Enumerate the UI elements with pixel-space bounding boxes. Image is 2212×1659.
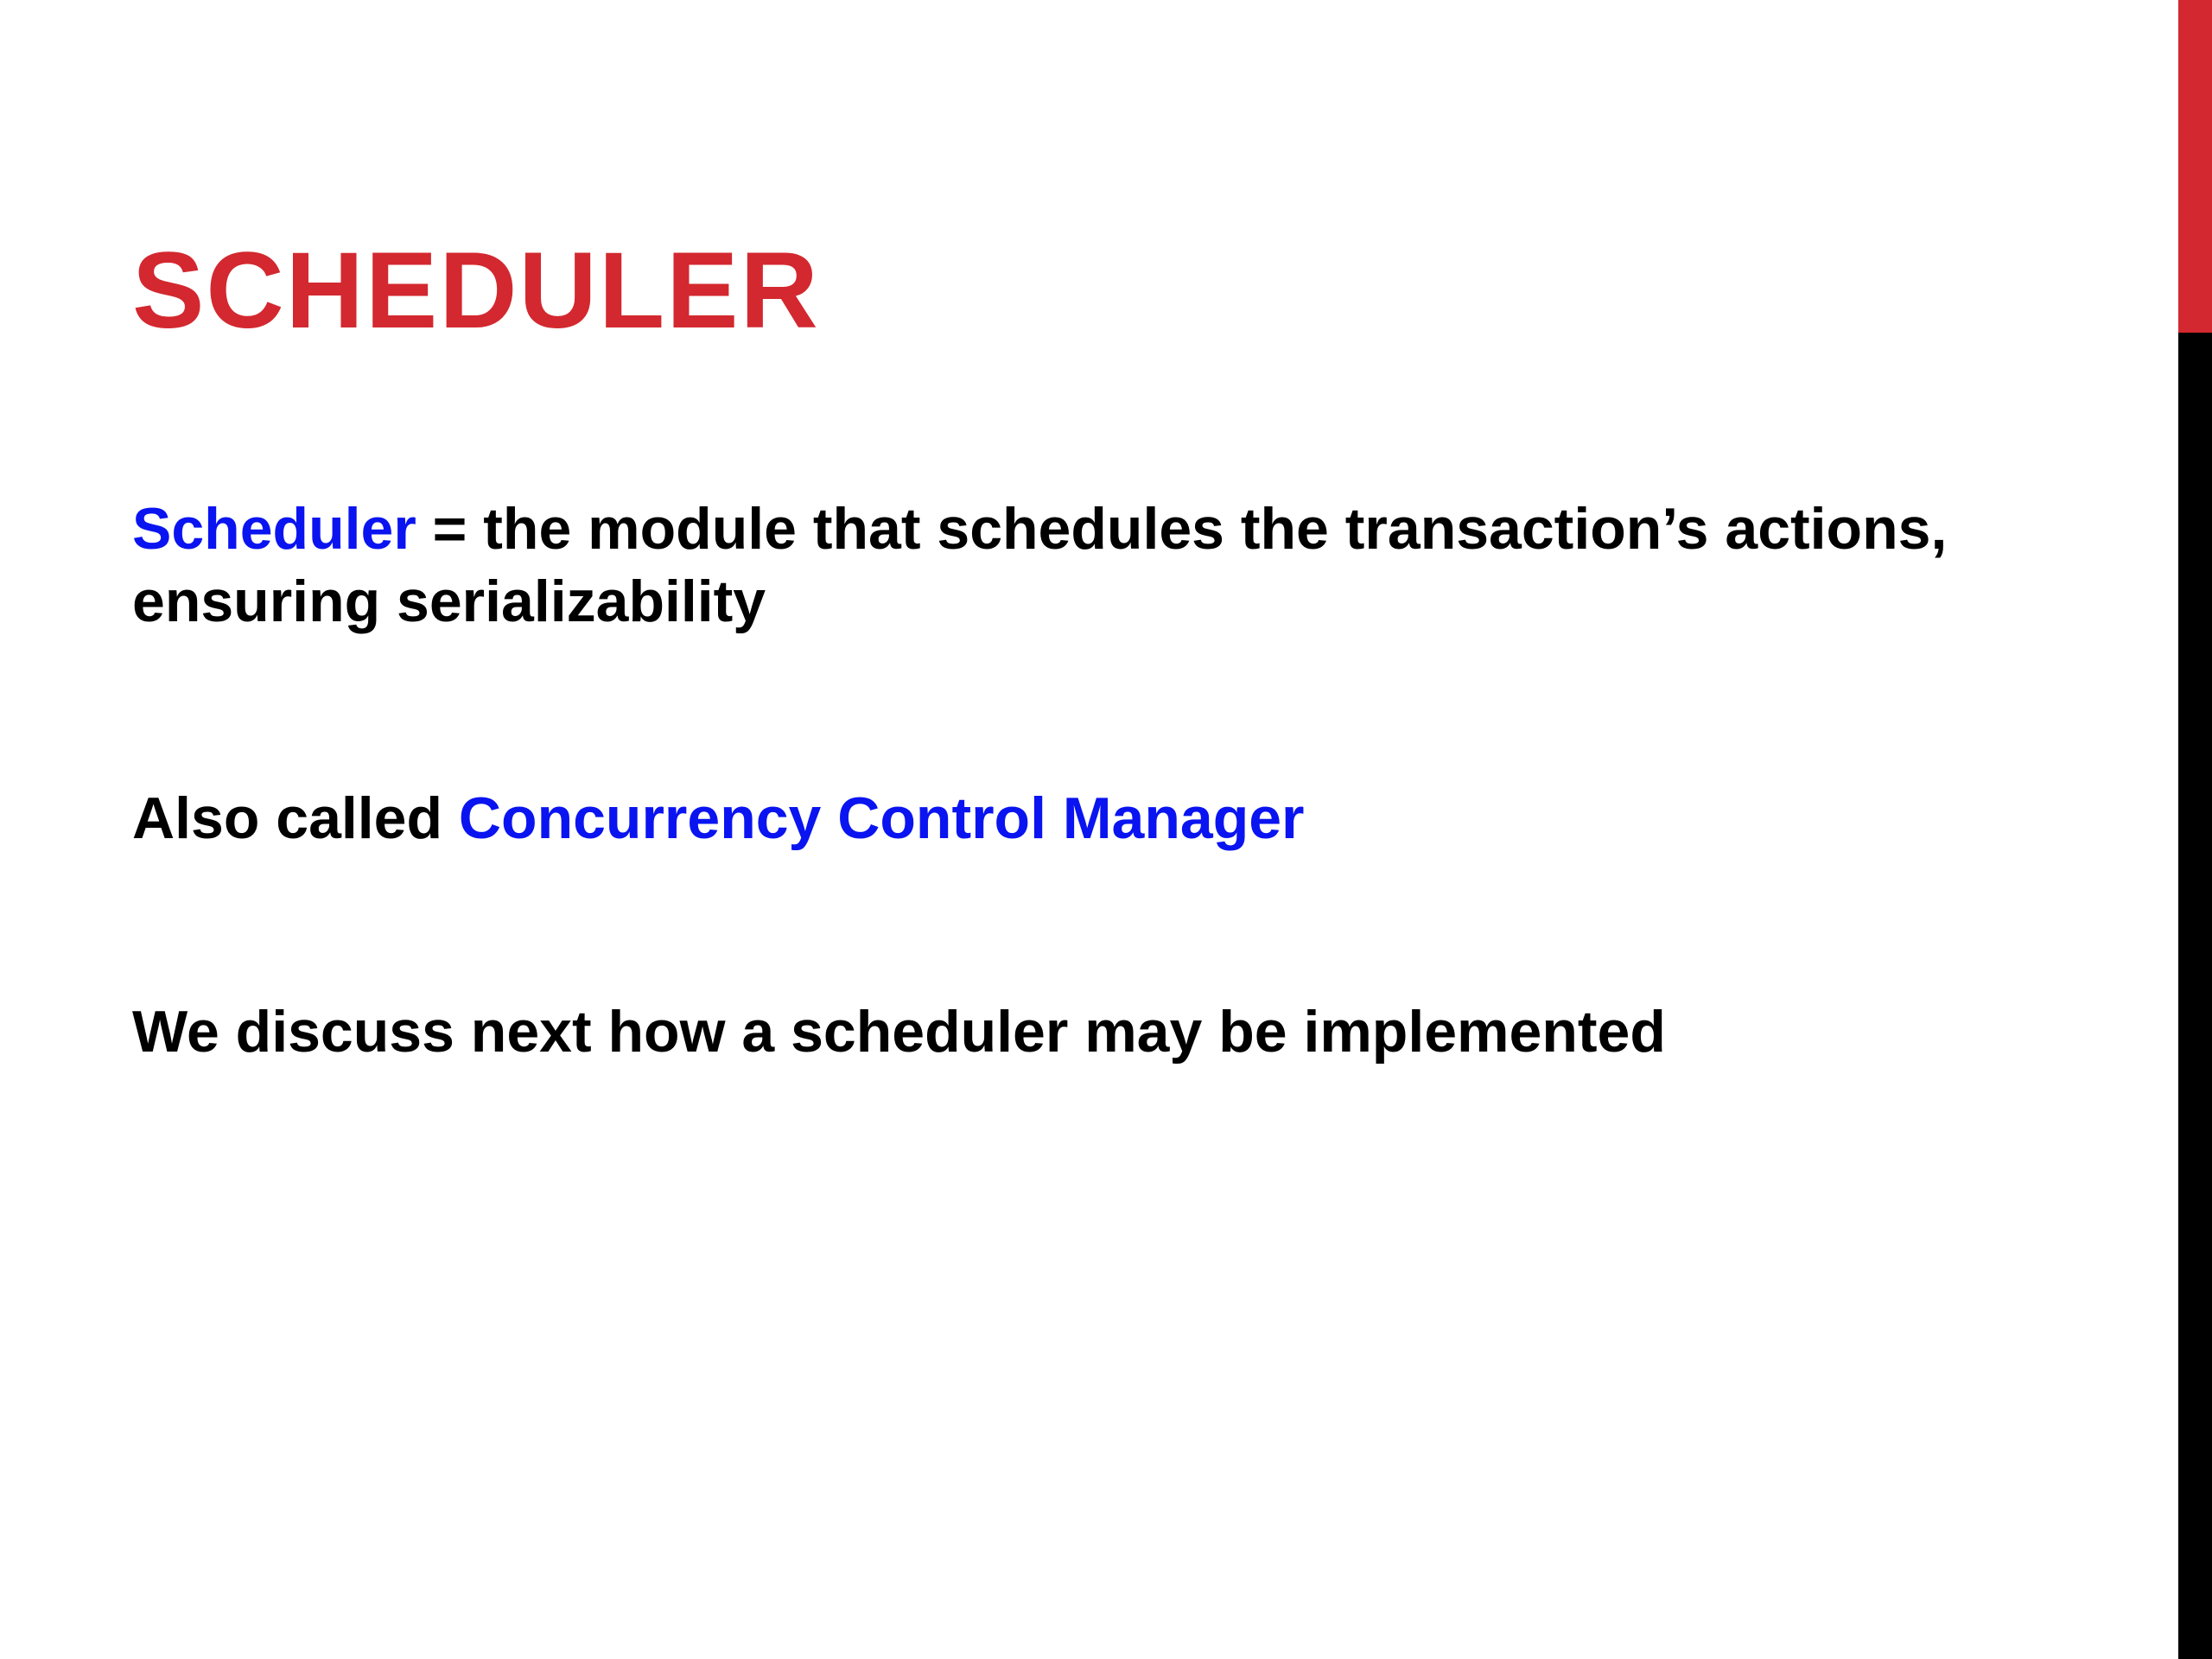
paragraph-scheduler-definition bbox=[132, 493, 2120, 638]
accent-bar-red bbox=[2178, 0, 2212, 333]
paragraph-next-discussion: We discuss next how a scheduler may be implemented bbox=[132, 999, 1666, 1065]
definition-text: = the module that schedules the transaction’s actions, ensuring serializability bbox=[132, 496, 1948, 634]
paragraph-also-called bbox=[132, 782, 2120, 855]
accent-bar-black bbox=[2178, 333, 2212, 1659]
also-called-text: Also called bbox=[132, 785, 459, 851]
term-concurrency-control-manager: Concurrency Control Manager bbox=[458, 785, 1305, 851]
term-scheduler: Scheduler bbox=[132, 496, 416, 562]
slide-title: SCHEDULER bbox=[132, 231, 820, 351]
